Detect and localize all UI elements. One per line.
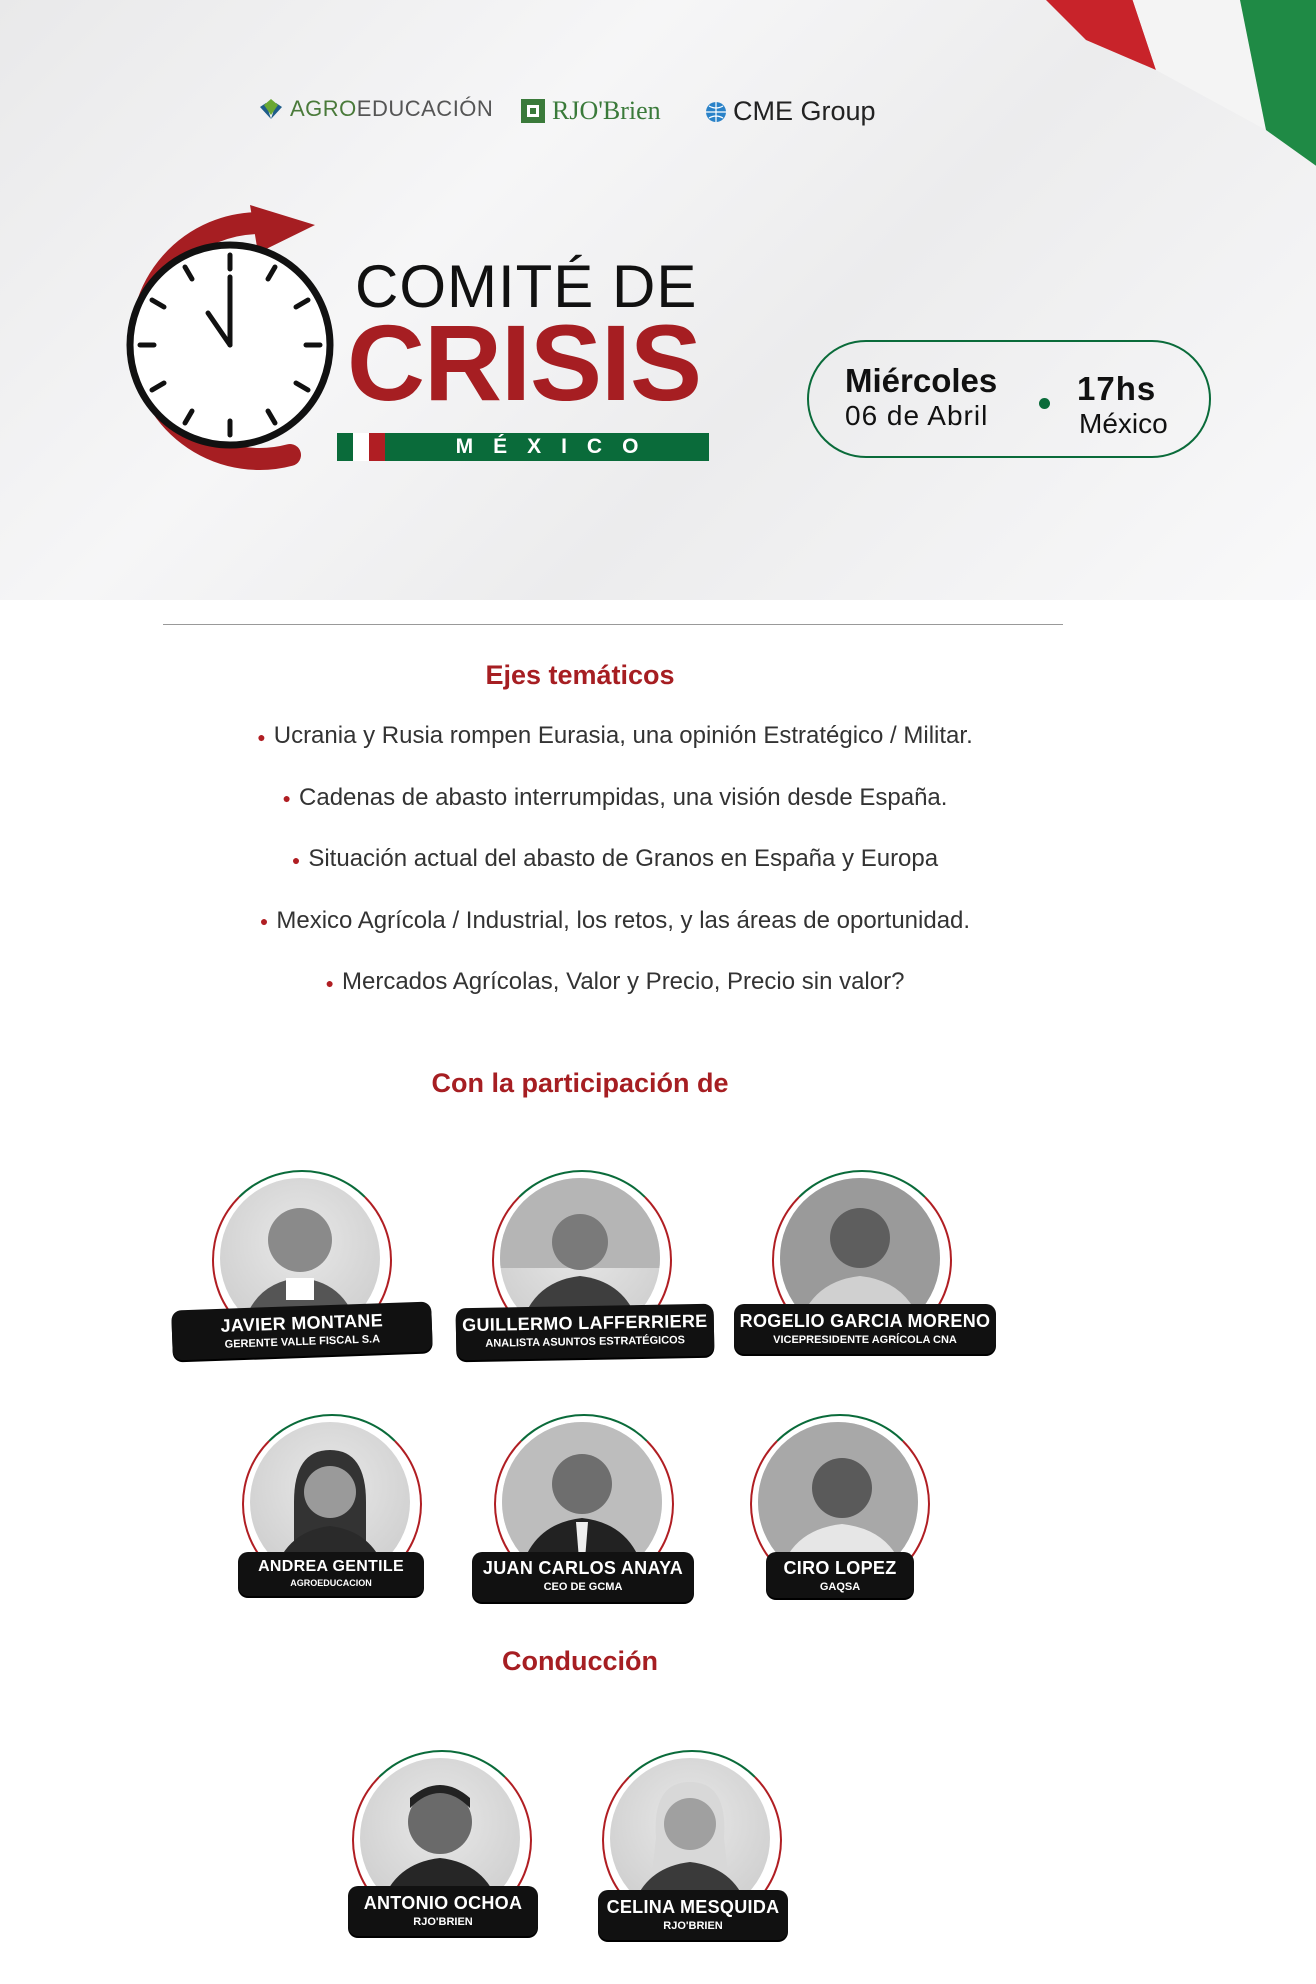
hero-banner: [0, 0, 1316, 600]
date-time-badge: [807, 340, 1211, 458]
event-day: Miércoles: [845, 362, 998, 399]
agro-text-a: AGRO: [290, 96, 357, 121]
rjo-brien-logo: [520, 96, 661, 126]
participant-name: ROGELIO GARCIA MORENO: [739, 1311, 991, 1331]
participant-card: [454, 1170, 714, 1370]
participant-name: GUILLERMO LAFFERRIERE: [462, 1310, 708, 1336]
topic-item: ● Situación actual del abasto de Granos en España y Europa: [291, 845, 939, 872]
event-timezone: México: [1079, 408, 1168, 439]
name-tag: [734, 1304, 996, 1354]
topic-item: ● Cadenas de abasto interrumpidas, una visión desde España.: [282, 783, 948, 811]
cme-text: CME Group: [733, 96, 876, 126]
name-tag: [348, 1886, 538, 1936]
name-tag: [171, 1301, 433, 1360]
rjo-text: RJO'Brien: [552, 96, 661, 125]
participant-name: ANDREA GENTILE: [258, 1558, 404, 1575]
name-tag: [598, 1890, 788, 1940]
event-title-line1: COMITÉ DE: [355, 253, 698, 320]
leaf-icon: [258, 97, 284, 121]
rjo-mark-icon: [520, 98, 546, 124]
participant-role: CEO DE GCMA: [543, 1581, 623, 1593]
participant-role: ANALISTA ASUNTOS ESTRATÉGICOS: [485, 1334, 686, 1350]
participant-name: JUAN CARLOS ANAYA: [482, 1558, 684, 1578]
participant-role: AGROEDUCACION: [290, 1578, 372, 1588]
host-role: RJO'BRIEN: [663, 1920, 723, 1932]
topic-item: ● Mexico Agrícola / Industrial, los retos, y las áreas de oportunidad.: [259, 906, 971, 934]
clock-icon: [100, 205, 360, 475]
agro-text-b: EDUCACIÓN: [356, 96, 494, 121]
host-role: RJO'BRIEN: [413, 1916, 473, 1928]
host-card: [594, 1750, 800, 1954]
topic-item: ● Mercados Agrícolas, Valor y Precio, Precio sin valor?: [325, 968, 905, 995]
participant-card: [172, 1170, 442, 1370]
participant-card: [236, 1414, 436, 1610]
event-time: 17hs: [1077, 370, 1157, 407]
country-label: MÉXICO: [385, 433, 709, 461]
name-tag: [766, 1552, 914, 1598]
topics-heading: Ejes temáticos: [485, 660, 675, 690]
name-tag: [472, 1552, 694, 1602]
name-tag: [456, 1304, 715, 1360]
hosts-heading: Conducción: [502, 1646, 658, 1676]
mexico-flag-graphic: [1006, 0, 1316, 180]
sponsor-logos: [0, 96, 1316, 136]
event-date: 06 de Abril: [845, 400, 989, 431]
participant-role: GAQSA: [819, 1581, 861, 1593]
agroeducacion-logo: [258, 96, 493, 122]
participant-card: [746, 1414, 936, 1610]
host-name: ANTONIO OCHOA: [363, 1893, 523, 1913]
participant-role: GERENTE VALLE FISCAL S.A: [224, 1333, 381, 1351]
name-tag: [238, 1552, 424, 1596]
participant-card: [468, 1414, 698, 1610]
participant-role: VICEPRESIDENTE AGRÍCOLA CNA: [773, 1334, 957, 1346]
participants-heading: Con la participación de: [431, 1068, 729, 1098]
cme-group-logo: [705, 96, 876, 127]
section-divider: [163, 624, 1063, 625]
topic-item: ● Ucrania y Rusia rompen Eurasia, una opinión Estratégico / Militar.: [257, 722, 973, 749]
participant-card: [730, 1170, 1000, 1370]
separator-dot: [1039, 398, 1050, 409]
participant-name: CIRO LOPEZ: [783, 1558, 897, 1578]
participant-name: JAVIER MONTANE: [220, 1310, 384, 1336]
host-name: CELINA MESQUIDA: [606, 1897, 780, 1917]
topics-list: [0, 714, 1230, 1022]
country-bar: [337, 433, 709, 461]
event-title-line2: CRISIS: [347, 302, 702, 423]
host-card: [340, 1750, 550, 1950]
globe-icon: [705, 101, 727, 123]
